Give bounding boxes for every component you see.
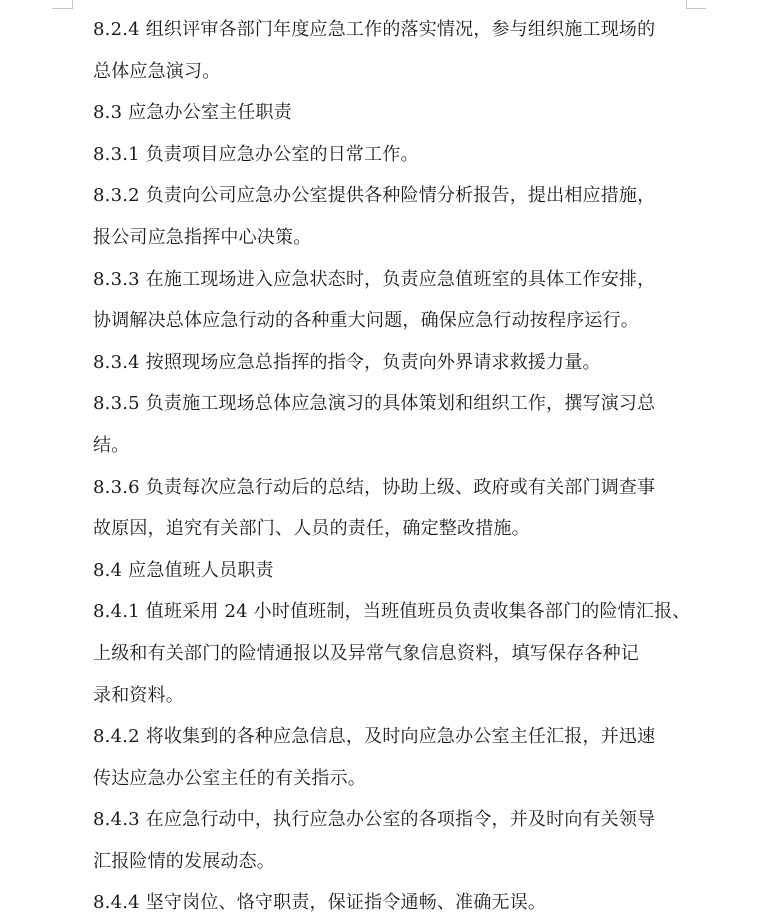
text-line: 8.3.4 按照现场应急总指挥的指令，负责向外界请求救援力量。 <box>93 351 601 373</box>
text-line: 总体应急演习。 <box>93 60 221 82</box>
text-line: 报公司应急指挥中心决策。 <box>93 226 312 248</box>
text-line: 录和资料。 <box>93 684 184 706</box>
text-line: 协调解决总体应急行动的各种重大问题，确保应急行动按程序运行。 <box>93 310 639 332</box>
text-line: 8.4.3 在应急行动中，执行应急办公室的各项指令，并及时向有关领导 <box>93 809 656 831</box>
text-line: 传达应急办公室主任的有关指示。 <box>93 767 366 789</box>
section-heading: 8.4 应急值班人员职责 <box>93 559 274 581</box>
text-line: 8.3.2 负责向公司应急办公室提供各种险情分析报告，提出相应措施， <box>93 185 656 207</box>
page-corner-mark-left-horizontal <box>52 0 72 9</box>
text-line: 汇报险情的发展动态。 <box>93 850 275 872</box>
text-line: 故原因，追究有关部门、人员的责任，确定整改措施。 <box>93 518 530 540</box>
text-line: 8.3.5 负责施工现场总体应急演习的具体策划和组织工作，撰写演习总 <box>93 393 656 415</box>
page-corner-mark-left <box>72 0 73 9</box>
text-line: 8.4.4 坚守岗位、恪守职责，保证指令通畅、准确无误。 <box>93 892 547 914</box>
page-corner-mark-right-horizontal <box>686 0 706 9</box>
text-line: 8.4.1 值班采用 24 小时值班制，当班值班员负责收集各部门的险情汇报、 <box>93 601 691 623</box>
document-body <box>93 9 691 924</box>
section-heading: 8.3 应急办公室主任职责 <box>93 102 292 124</box>
text-line: 结。 <box>93 434 130 456</box>
text-line: 8.2.4 组织评审各部门年度应急工作的落实情况，参与组织施工现场的 <box>93 19 656 40</box>
text-line: 8.4.2 将收集到的各种应急信息，及时向应急办公室主任汇报，并迅速 <box>93 726 656 748</box>
text-line: 8.3.6 负责每次应急行动后的总结，协助上级、政府或有关部门调查事 <box>93 476 656 498</box>
text-line: 8.3.3 在施工现场进入应急状态时，负责应急值班室的具体工作安排， <box>93 268 656 290</box>
text-line: 上级和有关部门的险情通报以及异常气象信息资料，填写保存各种记 <box>93 642 639 664</box>
text-line: 8.3.1 负责项目应急办公室的日常工作。 <box>93 143 419 165</box>
